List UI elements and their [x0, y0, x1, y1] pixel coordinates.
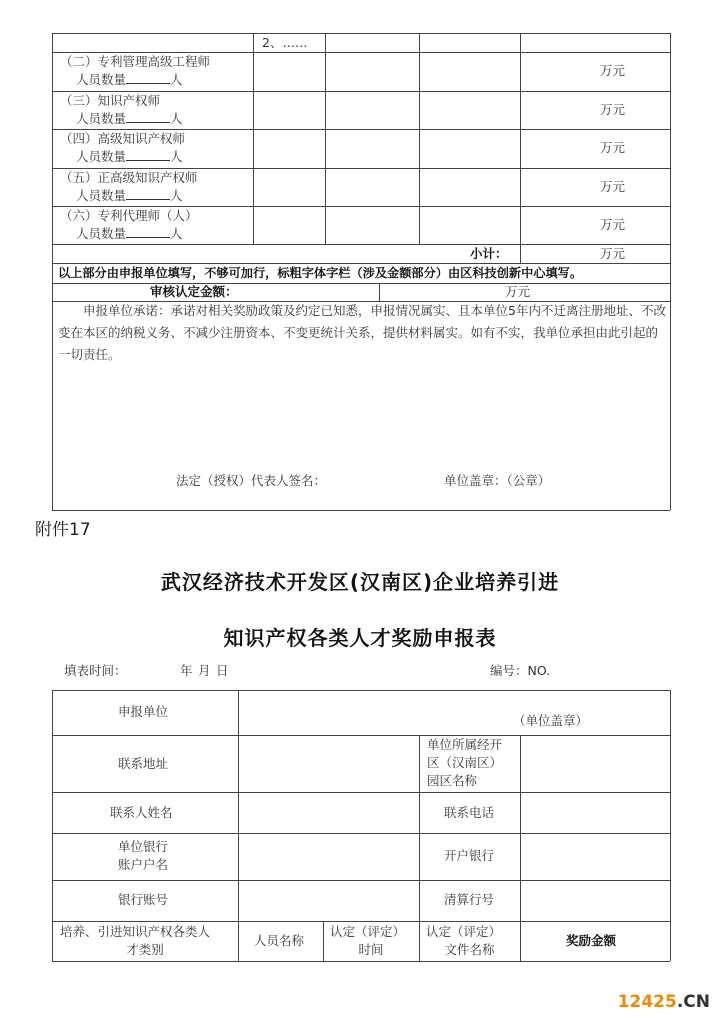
- unit-seal-note: （单位盖章）: [513, 713, 589, 728]
- address-label: 联系地址: [118, 756, 169, 771]
- row-amount-unit: 万元: [600, 140, 626, 155]
- contact-label: 联系人姓名: [110, 805, 173, 820]
- legal-rep-sign: 法定（授权）代表人签名：: [176, 473, 327, 488]
- row-count: 人员数量 人: [76, 111, 183, 126]
- row-count: 人员数量 人: [76, 188, 183, 203]
- account-no-label: 银行账号: [118, 892, 169, 907]
- row-amount-unit: 万元: [600, 63, 626, 78]
- applicant-label: 申报单位: [118, 704, 169, 719]
- audit-unit: 万元: [505, 284, 531, 299]
- row-amount-unit: 万元: [600, 179, 626, 194]
- page-title: 武汉经济技术开发区(汉南区)企业培养引进: [160, 570, 560, 594]
- serial-number: 编号：NO.: [490, 663, 551, 678]
- phone-label: 联系电话: [444, 805, 495, 820]
- fill-note: 以上部分由申报单位填写，不够可加行，标粗字体字栏（涉及金额部分）由区科技创新中心填写。: [58, 266, 583, 280]
- person-name-label: 人员名称: [254, 933, 305, 948]
- reward-label: 奖励金额: [566, 933, 617, 948]
- top-row-item: 2、……: [262, 35, 308, 50]
- row-count: 人员数量 人: [76, 149, 183, 164]
- site-watermark: 12425.CN: [617, 992, 710, 1012]
- row-count: 人员数量 人: [76, 72, 183, 87]
- bank-label: 开户银行: [444, 848, 495, 863]
- subtotal-label: 小计：: [470, 246, 508, 261]
- promise-text: 申报单位承诺：承诺对相关奖励政策及约定已知悉，申报情况属实、且本单位5年内不迁离注册地址、不改变在本区的纳税义务、不减少注册资本、不变更统计关系，提供材料属实。如有不实，我单位承担由此引起的一切责任。: [58, 303, 666, 362]
- row-title: （三）知识产权师: [60, 93, 161, 108]
- row-amount-unit: 万元: [600, 102, 626, 117]
- unit-seal: 单位盖章：（公章）: [444, 473, 551, 488]
- row-title: （二）专利管理高级工程师: [60, 54, 211, 69]
- row-amount-unit: 万元: [600, 217, 626, 232]
- row-title: （六）专利代理师（人）: [60, 208, 198, 223]
- audit-label: 审核认定金额：: [150, 284, 238, 299]
- subtotal-unit: 万元: [600, 246, 626, 261]
- row-count: 人员数量 人: [76, 226, 183, 241]
- page-subtitle: 知识产权各类人才奖励申报表: [223, 626, 497, 650]
- attachment-label: 附件17: [35, 520, 91, 540]
- row-title: （五）正高级知识产权师: [60, 170, 198, 185]
- row-title: （四）高级知识产权师: [60, 131, 186, 146]
- clearing-label: 清算行号: [444, 892, 495, 907]
